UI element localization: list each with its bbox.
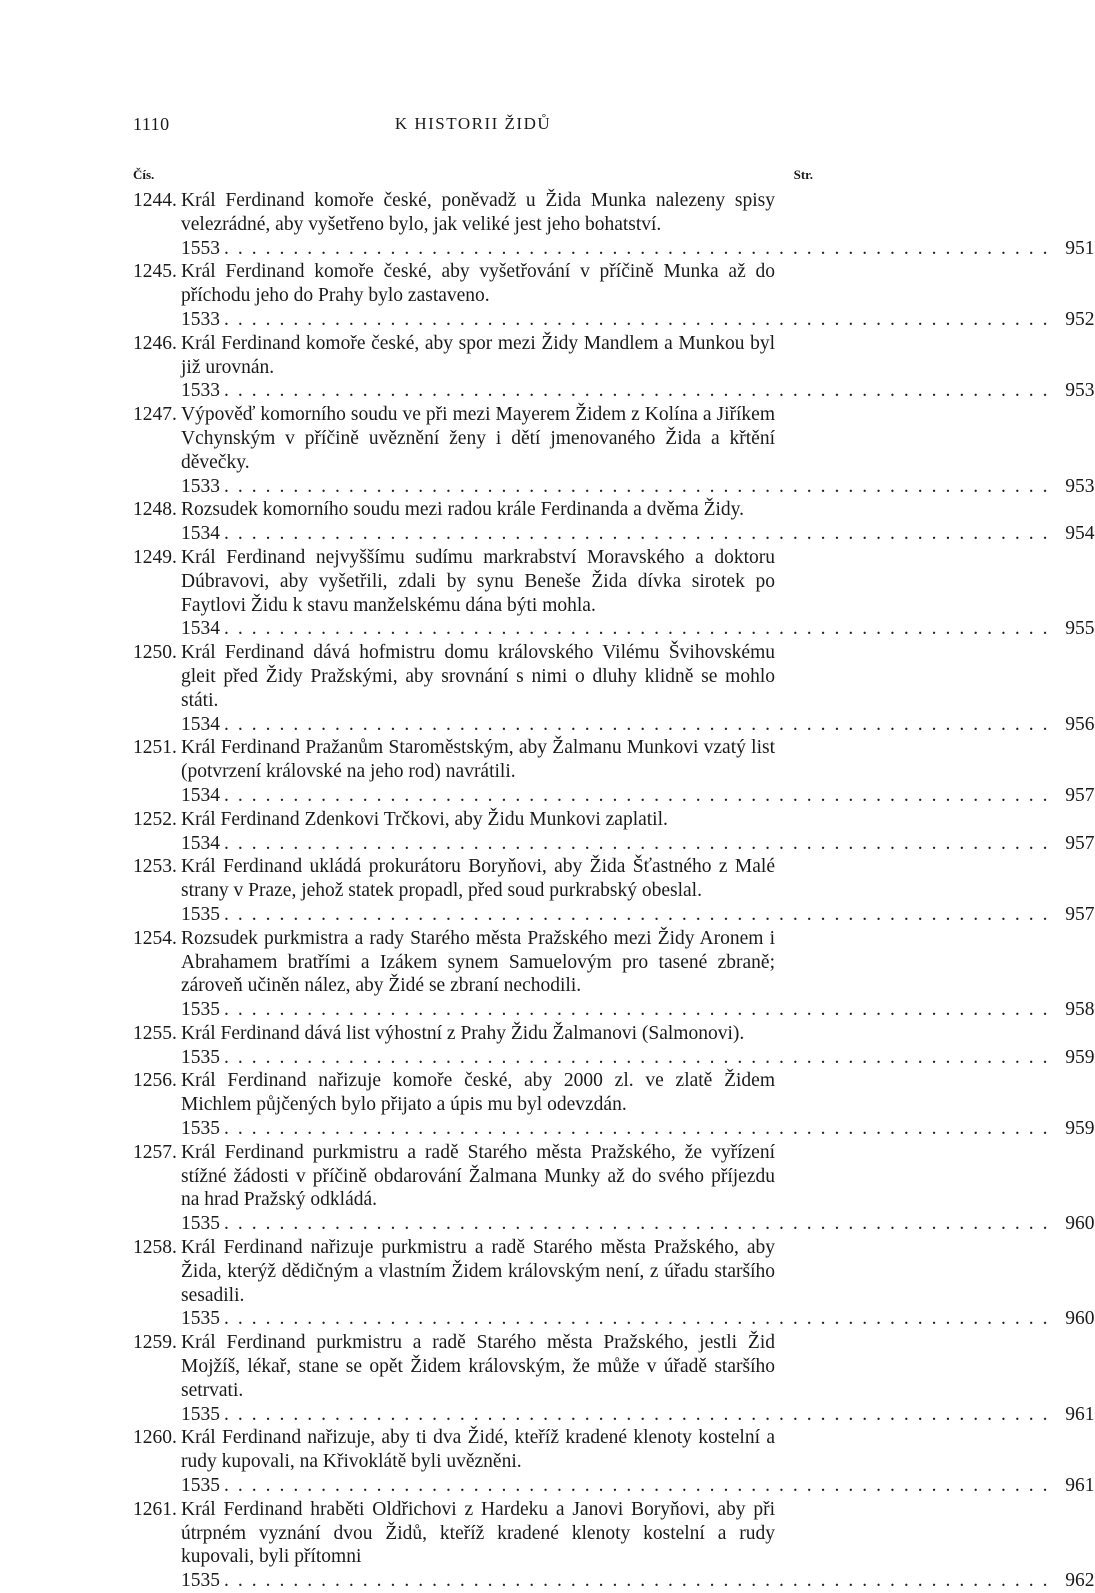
entry-page-number: 961 — [1065, 1403, 1095, 1425]
entry-page-number: 960 — [1065, 1308, 1095, 1330]
running-header — [133, 114, 813, 138]
entry-year: 1535 — [181, 1570, 220, 1592]
toc-entry — [133, 332, 1095, 403]
entry-tail — [181, 1307, 1095, 1331]
entry-year: 1533 — [181, 380, 220, 402]
entry-year: 1534 — [181, 713, 220, 735]
entry-tail — [181, 1403, 1095, 1427]
entry-page-number: 960 — [1065, 1213, 1095, 1235]
dot-leader: ............................................................ — [224, 1118, 1057, 1140]
entry-number: 1249. — [133, 546, 177, 568]
entry-number: 1250. — [133, 642, 177, 664]
dot-leader: ............................................................ — [224, 1046, 1057, 1068]
entry-tail — [181, 713, 1095, 737]
entry-year: 1534 — [181, 784, 220, 806]
entry-text: Král Ferdinand dává hofmistru domu královského Vilému Švihovskému gleit před Židy Pražskými, aby srovnání s nimi o dluhy klidně se mohlo státi. — [181, 642, 775, 711]
entry-tail — [181, 1117, 1095, 1141]
toc-entry — [133, 1069, 1095, 1140]
page-number: 1110 — [133, 114, 170, 134]
dot-leader: ............................................................ — [224, 308, 1057, 330]
entry-text: Král Ferdinand nařizuje purkmistru a radě Starého města Pražského, aby Žida, kterýž dědičným a vlastním Židem královským není, z úřadu staršího sesadili. — [181, 1237, 775, 1306]
column-heading-page: Str. — [793, 167, 813, 182]
entry-text: Král Ferdinand ukládá prokurátoru Boryňovi, aby Žida Šťastného z Malé strany v Praze, jehož statek propadl, před soud purkrabský obeslal. — [181, 856, 775, 902]
entry-page-number: 957 — [1065, 903, 1095, 925]
entry-number: 1246. — [133, 332, 177, 354]
entry-text: Král Ferdinand Pražanům Staroměstským, aby Žalmanu Munkovi vzatý list (potvrzení královské na jeho rod) navrátili. — [181, 737, 775, 783]
toc-entry — [133, 498, 1095, 546]
entry-number: 1248. — [133, 499, 177, 521]
entry-page-number: 954 — [1065, 523, 1095, 545]
entry-text: Král Ferdinand komoře české, aby vyšetřování v příčině Munka až do příchodu jeho do Prahy bylo zastaveno. — [181, 261, 775, 307]
entry-number: 1245. — [133, 261, 177, 283]
entry-year: 1553 — [181, 237, 220, 259]
toc-entry — [133, 189, 1095, 260]
entry-year: 1534 — [181, 618, 220, 640]
entry-number: 1260. — [133, 1427, 177, 1449]
entry-year: 1535 — [181, 1403, 220, 1425]
toc-entry — [133, 1498, 1095, 1593]
entry-text: Král Ferdinand purkmistru a radě Starého města Pražského, jestli Žid Mojžíš, lékař, stane se opět Židem královským, že může v úřadě staršího setrvati. — [181, 1332, 775, 1401]
entry-number: 1261. — [133, 1498, 177, 1520]
toc-entry — [133, 403, 1095, 498]
entry-text: Král Ferdinand nařizuje komoře české, aby 2000 zl. ve zlatě Židem Michlem půjčených bylo přijato a úpis mu byl odevzdán. — [181, 1070, 775, 1116]
entry-page-number: 958 — [1065, 999, 1095, 1021]
entry-tail — [181, 998, 1095, 1022]
entry-tail — [181, 1212, 1095, 1236]
entry-page-number: 953 — [1065, 475, 1095, 497]
entry-page-number: 957 — [1065, 832, 1095, 854]
entry-page-number: 955 — [1065, 618, 1095, 640]
entry-year: 1535 — [181, 903, 220, 925]
toc-entry — [133, 927, 1095, 1022]
column-headings — [133, 167, 813, 185]
entry-number: 1257. — [133, 1141, 177, 1163]
entry-page-number: 961 — [1065, 1475, 1095, 1497]
entry-page-number: 956 — [1065, 713, 1095, 735]
toc-entry — [133, 1331, 1095, 1426]
entry-tail — [181, 475, 1095, 499]
entry-tail — [181, 1046, 1095, 1070]
dot-leader: ............................................................ — [224, 475, 1057, 497]
entry-year: 1535 — [181, 1213, 220, 1235]
dot-leader: ............................................................ — [224, 832, 1057, 854]
entry-text: Král Ferdinand komoře české, poněvadž u Žida Munka nalezeny spisy velezrádné, aby vyšetřeno bylo, jak veliké jest jeho bohatství. — [181, 190, 775, 235]
entry-year: 1533 — [181, 308, 220, 330]
entry-text: Král Ferdinand Zdenkovi Trčkovi, aby Židu Munkovi zaplatil. — [181, 808, 668, 830]
entry-year: 1535 — [181, 1118, 220, 1140]
toc-entry — [133, 1022, 1095, 1070]
entry-text: Výpověď komorního soudu ve při mezi Mayerem Židem z Kolína a Jiříkem Vchynským v příčině uvěznění ženy i dětí jmenovaného Žida a křtění děvečky. — [181, 404, 775, 473]
entry-number: 1251. — [133, 737, 177, 759]
entry-tail — [181, 832, 1095, 856]
table-of-contents-list — [133, 189, 1095, 1593]
entry-text: Král Ferdinand dává list výhostní z Prahy Židu Žalmanovi (Salmonovi). — [181, 1022, 745, 1044]
entry-tail — [181, 308, 1095, 332]
entry-number: 1244. — [133, 190, 177, 211]
entry-year: 1535 — [181, 1475, 220, 1497]
entry-tail — [181, 237, 1095, 261]
entry-page-number: 952 — [1065, 308, 1095, 330]
entry-text: Král Ferdinand purkmistru a radě Starého města Pražského, že vyřízení stížné žádosti v příčině obdarování Žalmana Munky až do svého příjezdu na hrad Pražský odkládá. — [181, 1141, 775, 1211]
entry-year: 1534 — [181, 523, 220, 545]
entry-text: Král Ferdinand hraběti Oldřichovi z Hardeku a Janovi Boryňovi, aby při útrpném vyznání dvou Židů, kteříž kradené klenoty kostelní a rudy kupovali, byli přítomni — [181, 1498, 775, 1568]
entry-number: 1259. — [133, 1332, 177, 1354]
toc-entry — [133, 1141, 1095, 1236]
dot-leader: ............................................................ — [224, 1475, 1057, 1497]
entry-page-number: 959 — [1065, 1046, 1095, 1068]
entry-year: 1535 — [181, 1046, 220, 1068]
entry-year: 1535 — [181, 999, 220, 1021]
dot-leader: ............................................................ — [224, 1308, 1057, 1330]
entry-number: 1247. — [133, 404, 177, 426]
entry-tail — [181, 903, 1095, 927]
dot-leader: ............................................................ — [224, 237, 1057, 259]
entry-tail — [181, 1474, 1095, 1498]
entry-year: 1534 — [181, 832, 220, 854]
entry-page-number: 959 — [1065, 1118, 1095, 1140]
dot-leader: ............................................................ — [224, 713, 1057, 735]
toc-entry — [133, 736, 1095, 807]
running-title: K HISTORII ŽIDŮ — [394, 114, 552, 133]
entry-number: 1258. — [133, 1237, 177, 1259]
entry-text: Král Ferdinand komoře české, aby spor mezi Židy Mandlem a Munkou byl již urovnán. — [181, 332, 775, 378]
entry-page-number: 957 — [1065, 784, 1095, 806]
dot-leader: ............................................................ — [224, 523, 1057, 545]
entry-tail — [181, 784, 1095, 808]
entry-number: 1255. — [133, 1022, 177, 1044]
entry-tail — [181, 522, 1095, 546]
toc-entry — [133, 1426, 1095, 1497]
dot-leader: ............................................................ — [224, 380, 1057, 402]
dot-leader: ............................................................ — [224, 999, 1057, 1021]
toc-entry — [133, 641, 1095, 736]
entry-page-number: 951 — [1065, 237, 1095, 259]
entry-number: 1256. — [133, 1070, 177, 1092]
toc-entry — [133, 1236, 1095, 1331]
dot-leader: ............................................................ — [224, 1570, 1057, 1592]
entry-text: Rozsudek purkmistra a rady Starého města Pražského mezi Židy Aronem i Abrahamem bratřími a Izákem synem Samuelovým pro tasené zbraně; zároveň učiněn nález, aby Židé se zbraní nechodili. — [181, 927, 775, 997]
toc-entry — [133, 546, 1095, 641]
entry-tail — [181, 1569, 1095, 1593]
entry-number: 1252. — [133, 808, 177, 830]
column-heading-number: Čís. — [133, 167, 155, 182]
dot-leader: ............................................................ — [224, 1403, 1057, 1425]
dot-leader: ............................................................ — [224, 784, 1057, 806]
dot-leader: ............................................................ — [224, 903, 1057, 925]
entry-tail — [181, 379, 1095, 403]
toc-entry — [133, 260, 1095, 331]
entry-text: Král Ferdinand nařizuje, aby ti dva Židé, kteříž kradené klenoty kostelní a rudy kupovali, na Křivoklátě byli uvězněni. — [181, 1427, 775, 1473]
toc-entry — [133, 808, 1095, 856]
toc-entry — [133, 855, 1095, 926]
entry-page-number: 953 — [1065, 380, 1095, 402]
entry-number: 1253. — [133, 856, 177, 878]
entry-year: 1533 — [181, 475, 220, 497]
entry-tail — [181, 617, 1095, 641]
entry-number: 1254. — [133, 927, 177, 949]
dot-leader: ............................................................ — [224, 618, 1057, 640]
dot-leader: ............................................................ — [224, 1213, 1057, 1235]
entry-text: Král Ferdinand nejvyššímu sudímu markrabství Moravského a doktoru Dúbravovi, aby vyšetřili, zdali by synu Beneše Žida dívka sirotek po Faytlovi Židu k stavu manželskému dána býti mohla. — [181, 546, 775, 616]
entry-text: Rozsudek komorního soudu mezi radou krále Ferdinanda a dvěma Židy. — [181, 499, 745, 521]
entry-year: 1535 — [181, 1308, 220, 1330]
entry-page-number: 962 — [1065, 1570, 1095, 1592]
